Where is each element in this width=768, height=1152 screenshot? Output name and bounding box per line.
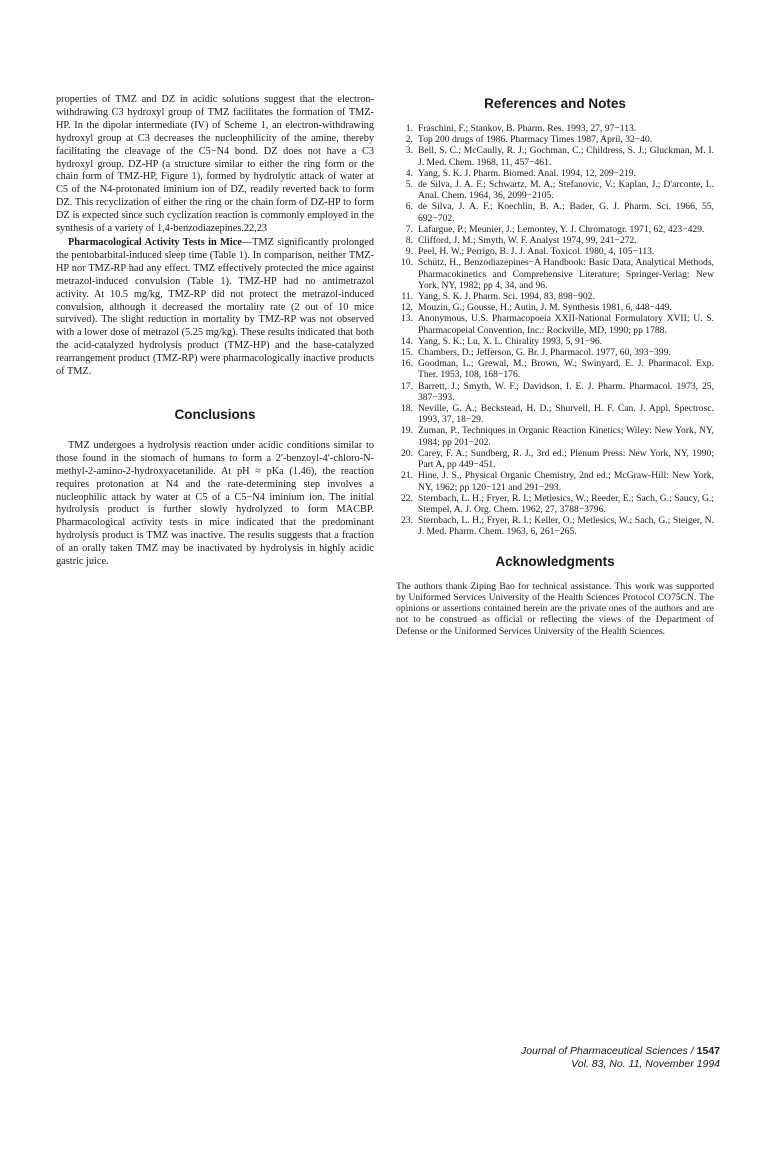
reference-item xyxy=(396,403,714,425)
reference-number: 7. xyxy=(405,223,413,235)
reference-number: 5. xyxy=(405,179,413,191)
reference-item xyxy=(396,201,714,223)
reference-item xyxy=(396,336,714,347)
footer-journal-line xyxy=(520,1045,720,1058)
reference-text: Sternbach, L. H.; Fryer, R. I.; Metlesics, W.; Reeder, E.; Sach, G.; Saucy, G.; Stempel, A. J. Org. Chem. 1962, 27, 3788−3796. xyxy=(418,492,714,515)
reference-item xyxy=(396,224,714,235)
reference-number: 18. xyxy=(401,403,413,415)
reference-text: Peel, H. W.; Perrigo, B. J. J. Anal. Toxicol. 1980, 4, 105−113. xyxy=(418,246,655,258)
reference-number: 8. xyxy=(405,235,413,247)
reference-text: Carey, F. A.; Sundberg, R. J., 3rd ed.; Plenum Press: New York, NY, 1990; Part A, pp 449−451. xyxy=(418,447,714,471)
reference-item xyxy=(396,134,714,145)
references-heading: References and Notes xyxy=(484,96,626,111)
reference-number: 3. xyxy=(405,145,413,157)
reference-item xyxy=(396,235,714,246)
reference-text: Chambers, D.; Jefferson, G. Br. J. Pharmacol. 1977, 60, 393−399. xyxy=(418,347,671,359)
page-number: 1547 xyxy=(696,1045,720,1057)
reference-item xyxy=(396,470,714,492)
right-column xyxy=(396,94,714,637)
left-column xyxy=(56,94,374,569)
reference-text: Bell, S. C.; McCaully, R. J.; Gochman, C.; Childress, S. J.; Gluckman, M. I. J. Med. Chem. 1968, 11, 457−461. xyxy=(418,145,714,168)
reference-text: de Silva, J. A. F.; Koechlin, B. A.; Bader, G. J. Pharm. Sci. 1966, 55, 692−702. xyxy=(418,201,714,224)
reference-number: 22. xyxy=(401,492,413,504)
acknowledgments-paragraph: The authors thank Ziping Bao for technical assistance. This work was supported by Uniformed Services University of the Health Sciences Protocol CO75CN. The opinions or assertions contained herein are the private ones of the authors and are not to be construed as official or reflecting the views of the Department of Defense or the Uniformed Services University of the Health Sciences. xyxy=(396,580,714,637)
pharmacology-paragraph xyxy=(56,237,374,379)
reference-number: 9. xyxy=(405,246,413,258)
reference-text: Mouzin, G.; Gousse, H.; Autin, J. M. Synthesis 1981, 6, 448−449. xyxy=(418,302,672,314)
conclusions-paragraph: TMZ undergoes a hydrolysis reaction under acidic conditions similar to those found in the stomach of humans to form a 2′-benzoyl-4′-chloro-N-methyl-2-amino-2-hydroxyacetanilide. At pH ≈ pKa (1.46), the reaction requires protonation at N4 and the rate-determining step involves a nucleophilic attack by water at C5 of a C5−N4 iminium ion. The initial hydrolysis product is further slowly hydrolyzed to form MACBP. Pharmacological activity tests in mice indicated that the predominant hydrolysis product is TMZ was inactive. The results suggests that a fraction of an orally taken TMZ may be inactivated by hydrolysis in highly acidic gastric juice. xyxy=(56,439,374,568)
page-footer xyxy=(520,1045,720,1071)
reference-text: Yang, S. K.; Lu, X. L. Chirality 1993, 5, 91−96. xyxy=(418,335,603,347)
reference-number: 2. xyxy=(405,134,413,146)
footer-volume: Vol. 83, No. 11, November 1994 xyxy=(571,1058,720,1070)
reference-number: 19. xyxy=(401,425,413,437)
reference-number: 1. xyxy=(405,123,413,134)
reference-text: Lafargue, P.; Meunier, J.; Lemontey, Y. J. Chromatogr. 1971, 62, 423−429. xyxy=(418,223,705,235)
reference-item xyxy=(396,515,714,537)
reference-text: Clifford, J. M.; Smyth, W. F. Analyst 1974, 99, 241−272. xyxy=(418,235,637,247)
reference-text: Top 200 drugs of 1986. Pharmacy Times 1987, April, 32−40. xyxy=(418,134,653,146)
intro-paragraph: properties of TMZ and DZ in acidic solutions suggest that the electron-withdrawing C3 hydroxyl group of TMZ facilitates the formation of TMZ-HP. In the dipolar intermediate (IV) of Scheme 1, an electron-withdrawing hydroxyl group at C3 decreases the nucleophilicity of the amine, thereby facilitating the cleavage of the C5−N4 bond. DZ does not have a C3 hydroxyl group. DZ-HP (a structure similar to either the ring form or the chain form of TMZ-HP, Figure 1), formed by hydrolytic attack of water at C5 of the N4-protonated iminium ion of DZ, readily reverted back to form DZ. This recyclization of either the ring or the chain form of DZ-HP to form DZ is expected since such cyclization reaction is commonly employed in the synthesis of a variety of 1,4-benzodiazepines.22,23 xyxy=(56,94,374,235)
reference-text: Zuman, P., Techniques in Organic Reaction Kinetics; Wiley: New York, NY, 1984; pp 201−202. xyxy=(418,425,714,448)
reference-text: Yang, S. K. J. Pharm. Biomed. Anal. 1994, 12, 209−219. xyxy=(418,167,636,179)
reference-item xyxy=(396,168,714,179)
reference-text: Anonymous, U.S. Pharmacopoeia XXII-National Formulatory XVII; U. S. Pharmacopeial Convention, Inc.: Rockville, MD, 1990; pp 1788. xyxy=(418,313,714,336)
reference-item xyxy=(396,358,714,380)
pharmacology-text: —TMZ significantly prolonged the pentobarbital-induced sleep time (Table 1). In comparison, neither TMZ-HP nor TMZ-RP had any effect. TMZ effectively protected the mice against metrazol-induced convulsion (Table 1). TMZ-HP had no antimetrazol activity. At 10.5 mg/kg, TMZ-RP did not protect the metrazol-induced convulsion, although it decreased the mortality rate (2 out of 10 mice survived). The slight reduction in mortality by TMZ-RP was not observed with a lower dose of metrazol (5.25 mg/kg). These results indicated that both the acid-catalyzed hydrolysis product (TMZ-HP) and the base-catalyzed rearrangement product (TMZ-RP) were pharmacologically inactive products of TMZ. xyxy=(56,236,374,378)
reference-item xyxy=(396,425,714,447)
reference-item xyxy=(396,246,714,257)
reference-number: 4. xyxy=(405,167,413,179)
reference-number: 15. xyxy=(401,347,413,359)
reference-item xyxy=(396,381,714,403)
reference-number: 12. xyxy=(401,302,413,314)
references-list xyxy=(396,123,714,538)
reference-number: 6. xyxy=(405,201,413,213)
acknowledgments-heading: Acknowledgments xyxy=(495,553,615,569)
reference-item xyxy=(396,493,714,515)
reference-text: Barrett, J.; Smyth, W. F.; Davidson, I. E. J. Pharm. Pharmacol. 1973, 25, 387−393. xyxy=(418,380,714,403)
conclusions-heading: Conclusions xyxy=(174,406,256,422)
reference-item xyxy=(396,347,714,358)
reference-text: Hine, J. S., Physical Organic Chemistry, 2nd ed.; McGraw-Hill: New York, NY, 1962; pp 120−121 and 291−293. xyxy=(418,470,714,493)
reference-item xyxy=(396,145,714,167)
reference-number: 13. xyxy=(401,313,413,325)
journal-name: Journal of Pharmaceutical Sciences / xyxy=(520,1045,697,1057)
reference-item xyxy=(396,302,714,313)
reference-item xyxy=(396,179,714,201)
pharmacology-runin-heading: Pharmacological Activity Tests in Mice xyxy=(68,236,242,248)
reference-item xyxy=(396,448,714,470)
reference-text: Fraschini, F.; Stankov, B. Pharm. Res. 1993, 27, 97−113. xyxy=(418,123,637,134)
reference-text: de Silva, J. A. F.; Schwartz, M. A.; Stefanovic, V.; Kaplan, J.; D'arconte, L. Anal. Chem. 1964, 36, 2099−2105. xyxy=(418,179,714,202)
reference-text: Sternbach, L. H.; Fryer, R. I.; Keller, O.; Metlesics, W.; Sach, G.; Steiger, N. J. Med. Pharm. Chem. 1963, 6, 261−265. xyxy=(418,515,714,538)
reference-number: 16. xyxy=(401,358,413,370)
reference-text: Schütz, H., Benzodiazepines−A Handbook: Basic Data, Analytical Methods, Pharmacokinetics and Comprehensive Literature; Springer-Verlag: New York, NY, 1982; pp 4, 34, and 96. xyxy=(418,257,714,291)
reference-number: 17. xyxy=(401,380,413,392)
reference-text: Yang, S. K. J. Pharm. Sci. 1994, 83, 898−902. xyxy=(418,291,595,303)
reference-text: Neville, G. A.; Beckstead, H. D.; Shurvell, H. F. Can. J. Appl. Spectrosc. 1993, 37, 18−29. xyxy=(418,403,714,426)
reference-item xyxy=(396,291,714,302)
reference-item xyxy=(396,313,714,335)
reference-number: 23. xyxy=(401,515,413,527)
reference-number: 21. xyxy=(401,470,413,482)
reference-number: 20. xyxy=(401,447,413,459)
reference-item xyxy=(396,123,714,134)
reference-number: 14. xyxy=(401,335,413,347)
reference-item xyxy=(396,257,714,291)
reference-number: 11. xyxy=(401,291,413,303)
reference-number: 10. xyxy=(401,257,413,269)
reference-text: Goodman, L.; Grewal, M.; Brown, W.; Swinyard, E. J. Pharmacol. Exp. Ther. 1953, 108, 168−176. xyxy=(418,358,714,381)
